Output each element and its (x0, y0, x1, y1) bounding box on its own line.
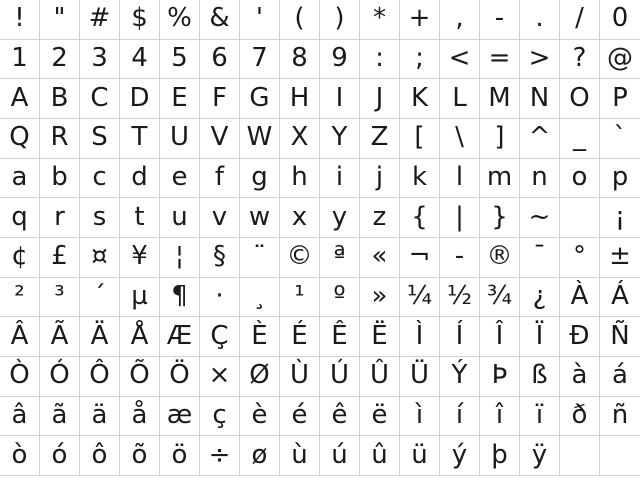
glyph-cell[interactable]: N (520, 79, 560, 119)
glyph-cell[interactable]: û (360, 436, 400, 476)
glyph-cell[interactable]: É (280, 317, 320, 357)
glyph-cell[interactable]: Ù (280, 357, 320, 397)
glyph-cell[interactable]: z (360, 198, 400, 238)
glyph-cell[interactable]: m (480, 159, 520, 199)
glyph-cell[interactable]: ~ (520, 198, 560, 238)
glyph-cell[interactable]: v (200, 198, 240, 238)
glyph-cell[interactable]: Î (480, 317, 520, 357)
glyph-cell[interactable]: â (0, 397, 40, 437)
glyph-cell[interactable]: D (120, 79, 160, 119)
glyph-cell[interactable]: k (400, 159, 440, 199)
glyph-cell[interactable]: ÿ (520, 436, 560, 476)
glyph-cell[interactable]: æ (160, 397, 200, 437)
glyph-cell[interactable]: } (480, 198, 520, 238)
glyph-cell[interactable]: © (280, 238, 320, 278)
glyph-cell[interactable]: K (400, 79, 440, 119)
glyph-cell[interactable]: d (120, 159, 160, 199)
glyph-cell[interactable]: Ä (80, 317, 120, 357)
glyph-cell[interactable]: Á (600, 278, 640, 318)
glyph-cell[interactable]: 3 (80, 40, 120, 80)
glyph-cell[interactable]: 6 (200, 40, 240, 80)
glyph-cell[interactable]: Í (440, 317, 480, 357)
glyph-cell[interactable]: Æ (160, 317, 200, 357)
glyph-cell[interactable]: P (600, 79, 640, 119)
glyph-cell[interactable]: î (480, 397, 520, 437)
glyph-cell[interactable]: A (0, 79, 40, 119)
glyph-cell[interactable]: Ã (40, 317, 80, 357)
glyph-cell[interactable]: " (40, 0, 80, 40)
glyph-cell[interactable]: Ó (40, 357, 80, 397)
glyph-cell[interactable]: @ (600, 40, 640, 80)
glyph-cell[interactable]: ë (360, 397, 400, 437)
glyph-cell[interactable]: ¢ (0, 238, 40, 278)
glyph-cell[interactable]: n (520, 159, 560, 199)
glyph-cell[interactable]: 8 (280, 40, 320, 80)
glyph-cell[interactable]: Ç (200, 317, 240, 357)
glyph-cell[interactable]: ( (280, 0, 320, 40)
glyph-cell[interactable]: Q (0, 119, 40, 159)
glyph-cell[interactable]: 9 (320, 40, 360, 80)
glyph-cell[interactable]: ' (240, 0, 280, 40)
glyph-cell[interactable]: j (360, 159, 400, 199)
glyph-cell[interactable]: ^ (520, 119, 560, 159)
glyph-cell[interactable]: é (280, 397, 320, 437)
glyph-cell[interactable]: ; (400, 40, 440, 80)
glyph-cell[interactable]: 7 (240, 40, 280, 80)
glyph-cell[interactable]: ¬ (400, 238, 440, 278)
glyph-cell[interactable]: ¡ (600, 198, 640, 238)
glyph-cell[interactable]: 1 (0, 40, 40, 80)
glyph-cell[interactable]: : (360, 40, 400, 80)
glyph-cell[interactable]: § (200, 238, 240, 278)
glyph-cell[interactable]: ¸ (240, 278, 280, 318)
glyph-cell[interactable]: Ý (440, 357, 480, 397)
glyph-cell[interactable]: c (80, 159, 120, 199)
glyph-cell[interactable]: Õ (120, 357, 160, 397)
glyph-cell[interactable]: ì (400, 397, 440, 437)
glyph-cell[interactable]: L (440, 79, 480, 119)
glyph-cell[interactable]: ¯ (520, 238, 560, 278)
glyph-cell[interactable]: t (120, 198, 160, 238)
glyph-cell[interactable]: J (360, 79, 400, 119)
glyph-cell[interactable]: ä (80, 397, 120, 437)
glyph-cell[interactable]: ê (320, 397, 360, 437)
glyph-cell[interactable]: s (80, 198, 120, 238)
glyph-cell[interactable]: _ (560, 119, 600, 159)
glyph-cell[interactable]: Ò (0, 357, 40, 397)
glyph-cell[interactable]: T (120, 119, 160, 159)
glyph-cell[interactable]: Ï (520, 317, 560, 357)
glyph-cell[interactable]: ) (320, 0, 360, 40)
glyph-cell[interactable]: Ô (80, 357, 120, 397)
glyph-cell[interactable]: i (320, 159, 360, 199)
glyph-cell[interactable]: < (440, 40, 480, 80)
glyph-cell[interactable]: Ú (320, 357, 360, 397)
glyph-cell[interactable]: % (160, 0, 200, 40)
glyph-cell[interactable]: ³ (40, 278, 80, 318)
glyph-cell[interactable]: & (200, 0, 240, 40)
glyph-cell[interactable]: r (40, 198, 80, 238)
glyph-cell[interactable]: ¨ (240, 238, 280, 278)
glyph-cell[interactable]: 0 (600, 0, 640, 40)
glyph-cell[interactable]: C (80, 79, 120, 119)
glyph-cell[interactable]: ¦ (160, 238, 200, 278)
glyph-cell[interactable]: h (280, 159, 320, 199)
glyph-cell[interactable]: ² (0, 278, 40, 318)
glyph-cell[interactable]: ± (600, 238, 640, 278)
glyph-cell[interactable]: o (560, 159, 600, 199)
glyph-cell[interactable]: ] (480, 119, 520, 159)
glyph-cell[interactable]: Ì (400, 317, 440, 357)
glyph-cell[interactable]: y (320, 198, 360, 238)
glyph-cell[interactable]: ¹ (280, 278, 320, 318)
glyph-cell[interactable]: - (440, 238, 480, 278)
glyph-cell[interactable]: « (360, 238, 400, 278)
empty-cell (600, 436, 640, 476)
glyph-cell[interactable]: ó (40, 436, 80, 476)
glyph-cell[interactable]: ö (160, 436, 200, 476)
glyph-cell[interactable]: ¶ (160, 278, 200, 318)
glyph-cell[interactable]: E (160, 79, 200, 119)
empty-cell (560, 436, 600, 476)
glyph-cell[interactable]: ¥ (120, 238, 160, 278)
glyph-cell[interactable]: ô (80, 436, 120, 476)
glyph-cell[interactable]: [ (400, 119, 440, 159)
glyph-cell[interactable]: Ñ (600, 317, 640, 357)
glyph-cell[interactable]: Å (120, 317, 160, 357)
glyph-cell[interactable]: q (0, 198, 40, 238)
glyph-cell[interactable]: 4 (120, 40, 160, 80)
glyph-cell[interactable]: H (280, 79, 320, 119)
glyph-cell[interactable]: ¿ (520, 278, 560, 318)
glyph-cell[interactable]: + (400, 0, 440, 40)
glyph-cell[interactable]: U (160, 119, 200, 159)
glyph-cell[interactable]: u (160, 198, 200, 238)
glyph-cell[interactable]: V (200, 119, 240, 159)
glyph-cell[interactable]: è (240, 397, 280, 437)
glyph-cell[interactable]: M (480, 79, 520, 119)
glyph-cell[interactable]: W (240, 119, 280, 159)
glyph-cell[interactable]: í (440, 397, 480, 437)
glyph-cell[interactable]: \ (440, 119, 480, 159)
glyph-cell[interactable]: Ø (240, 357, 280, 397)
glyph-cell[interactable]: , (440, 0, 480, 40)
glyph-cell[interactable]: | (440, 198, 480, 238)
glyph-cell[interactable]: b (40, 159, 80, 199)
glyph-cell[interactable]: á (600, 357, 640, 397)
glyph-cell[interactable]: µ (120, 278, 160, 318)
glyph-cell[interactable]: ` (600, 119, 640, 159)
glyph-cell[interactable]: ÷ (200, 436, 240, 476)
glyph-cell[interactable]: ç (200, 397, 240, 437)
glyph-cell[interactable]: G (240, 79, 280, 119)
glyph-cell[interactable]: { (400, 198, 440, 238)
glyph-cell[interactable]: # (80, 0, 120, 40)
glyph-cell[interactable]: a (0, 159, 40, 199)
glyph-cell[interactable]: Z (360, 119, 400, 159)
glyph-cell[interactable]: þ (480, 436, 520, 476)
glyph-cell[interactable]: e (160, 159, 200, 199)
glyph-cell[interactable]: À (560, 278, 600, 318)
glyph-cell[interactable]: ´ (80, 278, 120, 318)
glyph-cell[interactable]: ½ (440, 278, 480, 318)
glyph-cell[interactable]: ð (560, 397, 600, 437)
glyph-cell[interactable]: ° (560, 238, 600, 278)
glyph-cell[interactable]: ø (240, 436, 280, 476)
glyph-cell[interactable]: = (480, 40, 520, 80)
glyph-cell[interactable]: ¤ (80, 238, 120, 278)
glyph-cell[interactable]: 5 (160, 40, 200, 80)
glyph-cell[interactable]: ù (280, 436, 320, 476)
glyph-cell[interactable]: - (480, 0, 520, 40)
glyph-cell[interactable]: º (320, 278, 360, 318)
glyph-cell[interactable]: ¼ (400, 278, 440, 318)
glyph-cell[interactable]: õ (120, 436, 160, 476)
glyph-cell[interactable]: Ê (320, 317, 360, 357)
glyph-cell[interactable]: g (240, 159, 280, 199)
glyph-cell[interactable]: ã (40, 397, 80, 437)
glyph-cell[interactable]: ï (520, 397, 560, 437)
glyph-cell[interactable]: £ (40, 238, 80, 278)
glyph-cell[interactable]: . (520, 0, 560, 40)
glyph-cell[interactable]: Ð (560, 317, 600, 357)
glyph-cell[interactable]: w (240, 198, 280, 238)
glyph-cell[interactable]: ª (320, 238, 360, 278)
glyph-cell[interactable]: Ö (160, 357, 200, 397)
glyph-cell[interactable]: $ (120, 0, 160, 40)
glyph-cell[interactable]: / (560, 0, 600, 40)
glyph-cell[interactable]: · (200, 278, 240, 318)
glyph-cell[interactable]: B (40, 79, 80, 119)
glyph-cell[interactable]: » (360, 278, 400, 318)
glyph-cell[interactable]: å (120, 397, 160, 437)
glyph-cell[interactable]: È (240, 317, 280, 357)
glyph-cell[interactable]: O (560, 79, 600, 119)
glyph-cell[interactable]: ú (320, 436, 360, 476)
glyph-cell[interactable]: S (80, 119, 120, 159)
glyph-cell[interactable]: 2 (40, 40, 80, 80)
glyph-cell[interactable]: Â (0, 317, 40, 357)
glyph-cell[interactable]: × (200, 357, 240, 397)
glyph-cell[interactable]: F (200, 79, 240, 119)
glyph-cell[interactable]: R (40, 119, 80, 159)
glyph-cell[interactable]: * (360, 0, 400, 40)
glyph-cell[interactable]: Þ (480, 357, 520, 397)
glyph-cell[interactable]: > (520, 40, 560, 80)
glyph-cell[interactable]: Y (320, 119, 360, 159)
glyph-cell[interactable]: ! (0, 0, 40, 40)
glyph-cell[interactable]: Ë (360, 317, 400, 357)
glyph-cell[interactable]: l (440, 159, 480, 199)
glyph-cell[interactable]: à (560, 357, 600, 397)
glyph-cell[interactable]: X (280, 119, 320, 159)
glyph-cell[interactable]: I (320, 79, 360, 119)
empty-cell (560, 198, 600, 238)
glyph-cell[interactable]: ® (480, 238, 520, 278)
glyph-cell[interactable]: Û (360, 357, 400, 397)
glyph-cell[interactable]: ? (560, 40, 600, 80)
glyph-cell[interactable]: ñ (600, 397, 640, 437)
glyph-cell[interactable]: f (200, 159, 240, 199)
glyph-cell[interactable]: ü (400, 436, 440, 476)
glyph-cell[interactable]: x (280, 198, 320, 238)
glyph-cell[interactable]: p (600, 159, 640, 199)
glyph-cell[interactable]: Ü (400, 357, 440, 397)
glyph-cell[interactable]: ¾ (480, 278, 520, 318)
glyph-cell[interactable]: ß (520, 357, 560, 397)
glyph-cell[interactable]: ò (0, 436, 40, 476)
glyph-cell[interactable]: ý (440, 436, 480, 476)
